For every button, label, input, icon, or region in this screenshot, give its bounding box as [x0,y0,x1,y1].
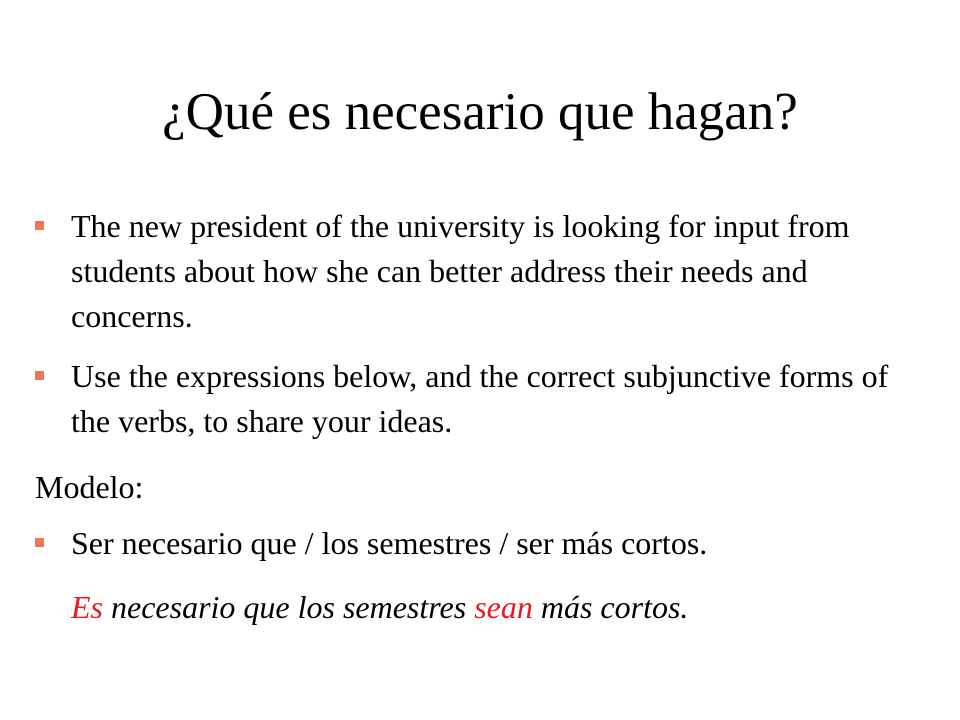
answer-verb-sean: sean [474,589,533,625]
bullet-item [35,354,915,444]
answer-verb-es: Es [71,589,103,625]
example-bullet-item [35,521,915,566]
example-bullet-text: Ser necesario que / los semestres / ser más cortos. [71,525,708,561]
modelo-label: Modelo: [35,469,144,505]
square-bullet-icon [35,538,44,547]
bullet-text: The new president of the university is looking for input from students about how she can better address their needs and concerns. [71,208,850,334]
example-answer [71,585,688,630]
answer-end: más cortos. [532,589,689,625]
slide-title: ¿Qué es necesario que hagan? [162,83,798,141]
bullet-item [35,204,915,339]
square-bullet-icon [35,221,44,230]
answer-middle: necesario que los semestres [103,589,475,625]
bullet-text: Use the expressions below, and the correct subjunctive forms of the verbs, to share your ideas. [71,358,889,439]
square-bullet-icon [35,371,44,380]
